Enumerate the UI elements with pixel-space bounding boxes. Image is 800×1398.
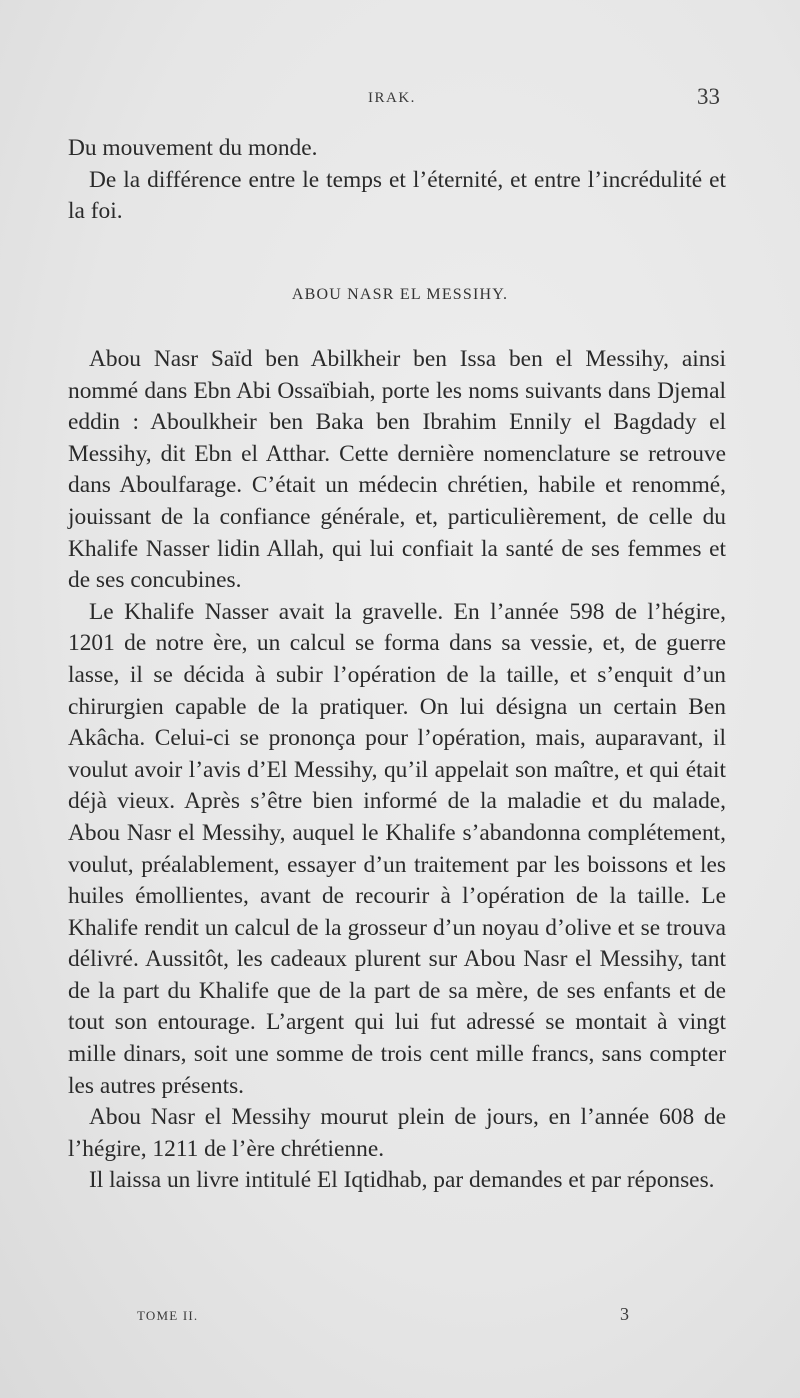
footer-tome: TOME II. <box>137 1308 199 1323</box>
paragraph: De la différence entre le temps et l’éternité, et entre l’incrédulité et la foi. <box>68 166 726 225</box>
paragraph: Du mouvement du monde. <box>68 135 318 161</box>
section-heading: ABOU NASR EL MESSIHY. <box>291 286 509 303</box>
paragraph: Il laissa un livre intitulé El Iqtidhab, par demandes et par réponses. <box>89 1167 715 1194</box>
paragraph: Abou Nasr Saïd ben Abilkheir ben Issa ben el Messihy, ainsi nommé dans Ebn Abi Ossaïbiah, porte les noms suivants dans Djemal eddin : Aboulkheir ben Baka ben Ibrahim Ennily el Bagdady el Messihy, dit Ebn el Atthar. Cette dernière nomenclature se retrouve dans Aboulfarage. C’était un médecin chrétien, habile et renommé, jouissant de la confiance générale, et, particulièrement, de celle du Khalife Nasser lidin Allah, qui lui confiait la santé de ses femmes et de ses concubines. <box>68 346 726 594</box>
running-head: IRAK. <box>368 90 416 106</box>
page-number: 33 <box>697 84 720 109</box>
signature-mark: 3 <box>620 1304 629 1324</box>
top-text-block <box>68 133 726 228</box>
paragraph: Le Khalife Nasser avait la gravelle. En l’année 598 de l’hégire, 1201 de notre ère, un calcul se forma dans sa vessie, et, de guerre lasse, il se décida à subir l’opération de la taille, et s’enquit d’un chirurgien capable de la pratiquer. On lui désigna un certain Ben Akâcha. Celui-ci se prononça pour l’opération, mais, auparavant, il voulut avoir l’avis d’El Messihy, qu’il appelait son maître, et qui était déjà vieux. Après s’être bien informé de la maladie et du malade, Abou Nasr el Messihy, auquel le Khalife s’abandonna complétement, voulut, préalablement, essayer d’un traitement par les boissons et les huiles émollientes, avant de recourir à l’opération de la taille. Le Khalife rendit un calcul de la grosseur d’un noyau d’olive et se trouva délivré. Aussitôt, les cadeaux plurent sur Abou Nasr el Messihy, tant de la part du Khalife que de la part de sa mère, de ses enfants et de tout son entourage. L’argent qui lui fut adressé se montait à vingt mille dinars, soit une somme de trois cent mille francs, sans compter les autres présents. <box>68 598 726 1099</box>
section-body <box>68 344 726 1197</box>
paragraph: Abou Nasr el Messihy mourut plein de jours, en l’année 608 de l’hégire, 1211 de l’ère chrétienne. <box>68 1104 726 1162</box>
